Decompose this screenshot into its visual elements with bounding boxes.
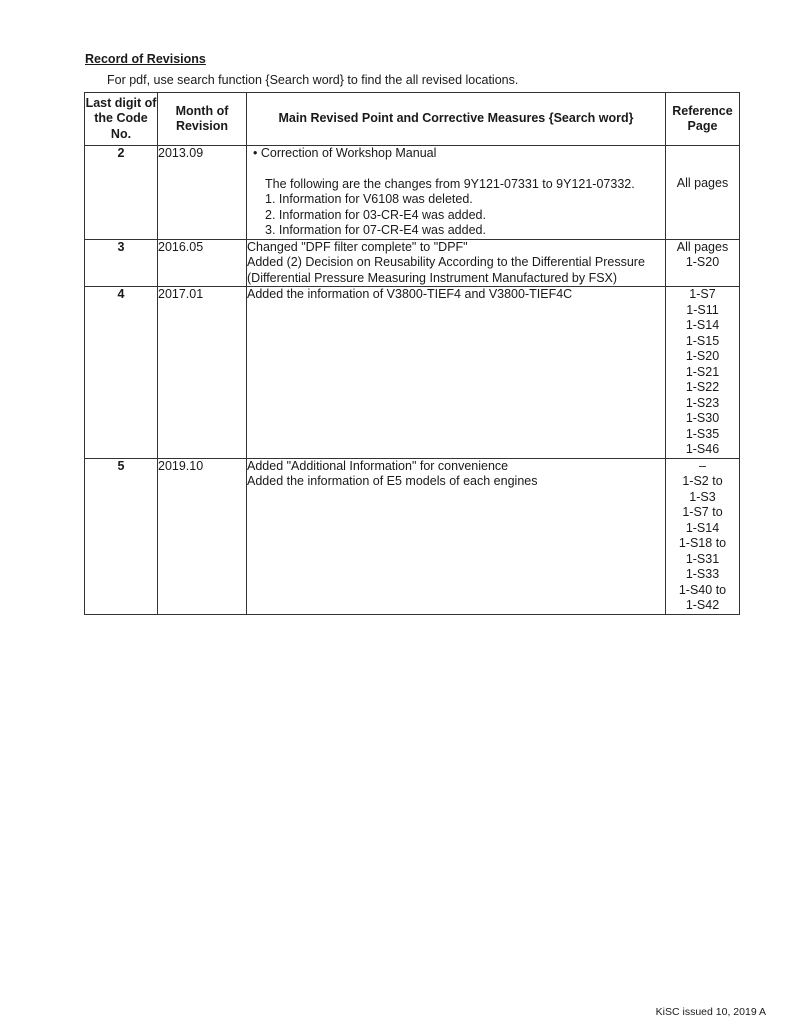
reference-pages	[666, 239, 740, 287]
reference-page: 1-S3	[689, 489, 716, 504]
reference-page: 1-S20	[685, 255, 720, 269]
revision-description	[247, 458, 666, 614]
reference-page: 1-S23	[685, 395, 720, 410]
reference-page: 1-S11	[686, 302, 719, 317]
reference-page: 1-S22	[685, 380, 720, 394]
reference-page: 1-S21	[685, 364, 720, 379]
table-row	[85, 239, 740, 287]
reference-page: 1-S35	[685, 426, 720, 441]
reference-page: 1-S40 to	[678, 582, 727, 597]
revision-description	[247, 146, 666, 240]
reference-page: 1-S14	[685, 520, 720, 535]
issue-footer: KiSC issued 10, 2019 A	[655, 1006, 766, 1018]
table-header	[85, 93, 740, 146]
table-row	[85, 146, 740, 240]
description-bullet: • Correction of Workshop Manual	[253, 146, 437, 160]
description-line: 3. Information for 07-CR-E4 was added.	[265, 223, 486, 237]
code-digit: 2	[85, 146, 158, 240]
description-line: The following are the changes from 9Y121-07331 to 9Y121-07332.	[265, 176, 635, 191]
description-line: 1. Information for V6108 was deleted.	[265, 192, 473, 206]
header-code-digit: Last digit of the Code No.	[85, 93, 158, 146]
header-month: Month of Revision	[158, 93, 247, 146]
page-title: Record of Revisions	[85, 52, 206, 66]
description-line: 2. Information for 03-CR-E4 was added.	[265, 207, 486, 222]
reference-page: 1-S14	[685, 318, 720, 332]
description-line: Added "Additional Information" for convenience	[247, 458, 509, 473]
header-reference-page: Reference Page	[666, 93, 740, 146]
reference-pages	[666, 146, 740, 240]
reference-pages	[666, 458, 740, 614]
reference-page: All pages	[676, 176, 729, 190]
code-digit: 4	[85, 287, 158, 459]
reference-pages	[666, 287, 740, 459]
reference-page: 1-S46	[685, 442, 720, 456]
revision-description	[247, 287, 666, 459]
reference-page: 1-S2 to	[682, 474, 723, 488]
reference-page: 1-S30	[685, 411, 720, 425]
revision-description	[247, 239, 666, 287]
description-line: Added (2) Decision on Reusability According to the Differential Pressure (Differential Pressure Measuring Instrument Manufactured by FSX)	[247, 255, 645, 285]
reference-page: 1-S7 to	[682, 505, 723, 519]
reference-page: 1-S42	[685, 598, 720, 612]
revision-month: 2013.09	[158, 146, 247, 240]
code-digit: 5	[85, 458, 158, 614]
reference-page: 1-S33	[685, 567, 720, 581]
reference-page: –	[699, 458, 706, 473]
page-subtitle: For pdf, use search function {Search word} to find the all revised locations.	[107, 73, 519, 87]
description-line: Changed "DPF filter complete" to "DPF"	[247, 239, 468, 254]
revision-month: 2019.10	[158, 458, 247, 614]
table-header-row	[85, 93, 740, 146]
table-row	[85, 458, 740, 614]
description-line: Added the information of V3800-TIEF4 and V3800-TIEF4C	[247, 287, 573, 301]
reference-page: 1-S31	[685, 551, 720, 566]
revision-month: 2017.01	[158, 287, 247, 459]
reference-page: 1-S7	[689, 287, 716, 301]
reference-page: All pages	[676, 239, 729, 254]
header-revised-point: Main Revised Point and Corrective Measures {Search word}	[247, 93, 666, 146]
revisions-table	[84, 92, 740, 615]
revision-month: 2016.05	[158, 239, 247, 287]
reference-page: 1-S15	[685, 333, 720, 348]
description-line: Added the information of E5 models of each engines	[247, 474, 538, 488]
table-row	[85, 287, 740, 459]
code-digit: 3	[85, 239, 158, 287]
reference-page: 1-S20	[685, 349, 720, 363]
reference-page: 1-S18 to	[678, 536, 727, 550]
